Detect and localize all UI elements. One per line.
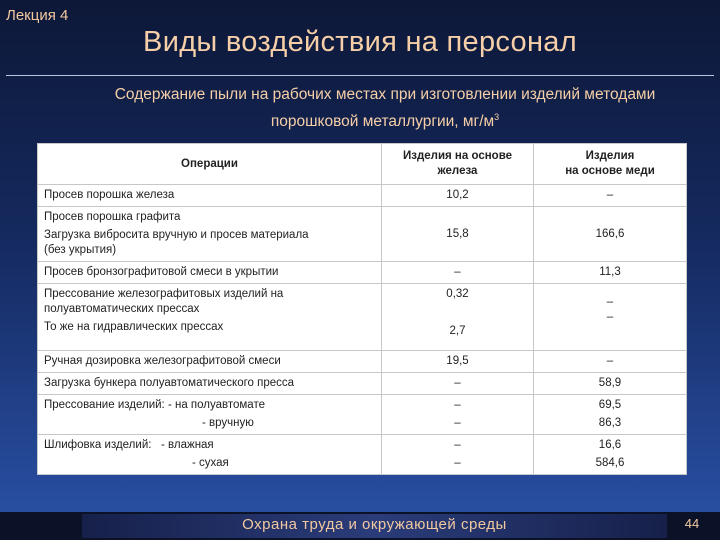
iron-value: 10,2 <box>446 189 469 201</box>
header-iron-line1: Изделия на основе <box>402 150 513 162</box>
copper-value: – <box>606 311 614 323</box>
copper-value: 58,9 <box>598 377 622 389</box>
copper-value-cell <box>534 262 687 284</box>
copper-value-cell <box>534 435 687 475</box>
operation-cell <box>38 435 382 475</box>
copper-value: – <box>606 296 614 308</box>
operation-text: Ручная дозировка железографитовой смеси <box>44 355 281 367</box>
operation-cell <box>38 185 382 207</box>
copper-value: – <box>606 355 614 367</box>
iron-value-cell <box>382 262 534 284</box>
operation-text: Загрузка бункера полуавтоматического пресса <box>44 377 295 389</box>
operation-cell <box>38 262 382 284</box>
operation-text: Прессование изделий: - на полуавтомате <box>44 399 265 411</box>
operation-text: Загрузка вибросита вручную и просев материала <box>44 229 309 241</box>
page-number: 44 <box>684 516 700 531</box>
iron-value-cell <box>382 284 534 351</box>
header-copper-products <box>534 144 687 185</box>
operation-text: Просев порошка графита <box>44 211 181 223</box>
title-divider <box>6 75 714 76</box>
header-copper-line2: на основе меди <box>565 165 655 177</box>
operation-cell <box>38 373 382 395</box>
operation-text: То же на гидравлических прессах <box>44 321 224 333</box>
copper-value-cell <box>534 351 687 373</box>
operation-text: - сухая <box>192 457 229 469</box>
iron-value: 15,8 <box>446 227 469 240</box>
copper-value: 166,6 <box>595 227 625 240</box>
iron-value: – <box>454 457 461 469</box>
iron-value: 2,7 <box>449 325 466 337</box>
iron-value-cell <box>382 207 534 262</box>
operation-cell <box>38 207 382 262</box>
table-row <box>38 395 687 435</box>
iron-value: 0,32 <box>446 288 469 300</box>
lecture-label: Лекция 4 <box>6 7 69 24</box>
dust-content-table <box>37 143 687 475</box>
iron-value-cell <box>382 435 534 475</box>
table-row <box>38 284 687 351</box>
table-row <box>38 207 687 262</box>
copper-value: 11,3 <box>599 266 621 278</box>
iron-value: 19,5 <box>446 355 469 367</box>
copper-value: 69,5 <box>598 399 622 411</box>
iron-value-cell <box>382 351 534 373</box>
operation-text: (без укрытия) <box>44 244 117 256</box>
operation-text: Просев порошка железа <box>44 189 175 201</box>
slide-subtitle <box>60 84 710 133</box>
operation-text: полуавтоматических прессах <box>44 303 200 315</box>
copper-value: – <box>606 189 614 201</box>
iron-value-cell <box>382 395 534 435</box>
iron-value: – <box>454 399 461 411</box>
table-row <box>38 435 687 475</box>
copper-value-cell <box>534 395 687 435</box>
table-row <box>38 373 687 395</box>
header-operations: Операции <box>38 144 382 185</box>
operation-cell <box>38 284 382 351</box>
copper-value: 86,3 <box>598 417 622 429</box>
iron-value: – <box>454 266 461 278</box>
table-row <box>38 185 687 207</box>
header-iron-line2: железа <box>437 165 478 177</box>
operation-text: - вручную <box>202 417 254 429</box>
copper-value: 16,6 <box>598 439 622 451</box>
operation-text: Просев бронзографитовой смеси в укрытии <box>44 266 279 278</box>
header-copper-line1: Изделия <box>585 150 635 162</box>
subtitle-line2: порошковой металлургии, мг/м <box>270 113 495 131</box>
copper-value-cell <box>534 284 687 351</box>
iron-value-cell <box>382 373 534 395</box>
operation-text: Шлифовка изделий: - влажная <box>44 439 214 451</box>
iron-value: – <box>454 417 461 429</box>
operation-cell <box>38 351 382 373</box>
subtitle-line1: Содержание пыли на рабочих местах при изготовлении изделий методами <box>114 86 656 103</box>
table-row <box>38 351 687 373</box>
table-header-row <box>38 144 687 185</box>
iron-value: – <box>454 377 461 389</box>
copper-value-cell <box>534 185 687 207</box>
copper-value-cell <box>534 207 687 262</box>
operation-cell <box>38 395 382 435</box>
footer-course-title: Охрана труда и окружающей среды <box>242 516 507 533</box>
operation-text: Прессование железографитовых изделий на <box>44 288 284 300</box>
iron-value: – <box>454 439 461 451</box>
table-row <box>38 262 687 284</box>
subtitle-unit-exponent: 3 <box>494 112 500 122</box>
copper-value: 584,6 <box>595 457 625 469</box>
iron-value-cell <box>382 185 534 207</box>
slide-title: Виды воздействия на персонал <box>143 26 577 58</box>
header-iron-products <box>382 144 534 185</box>
copper-value-cell <box>534 373 687 395</box>
